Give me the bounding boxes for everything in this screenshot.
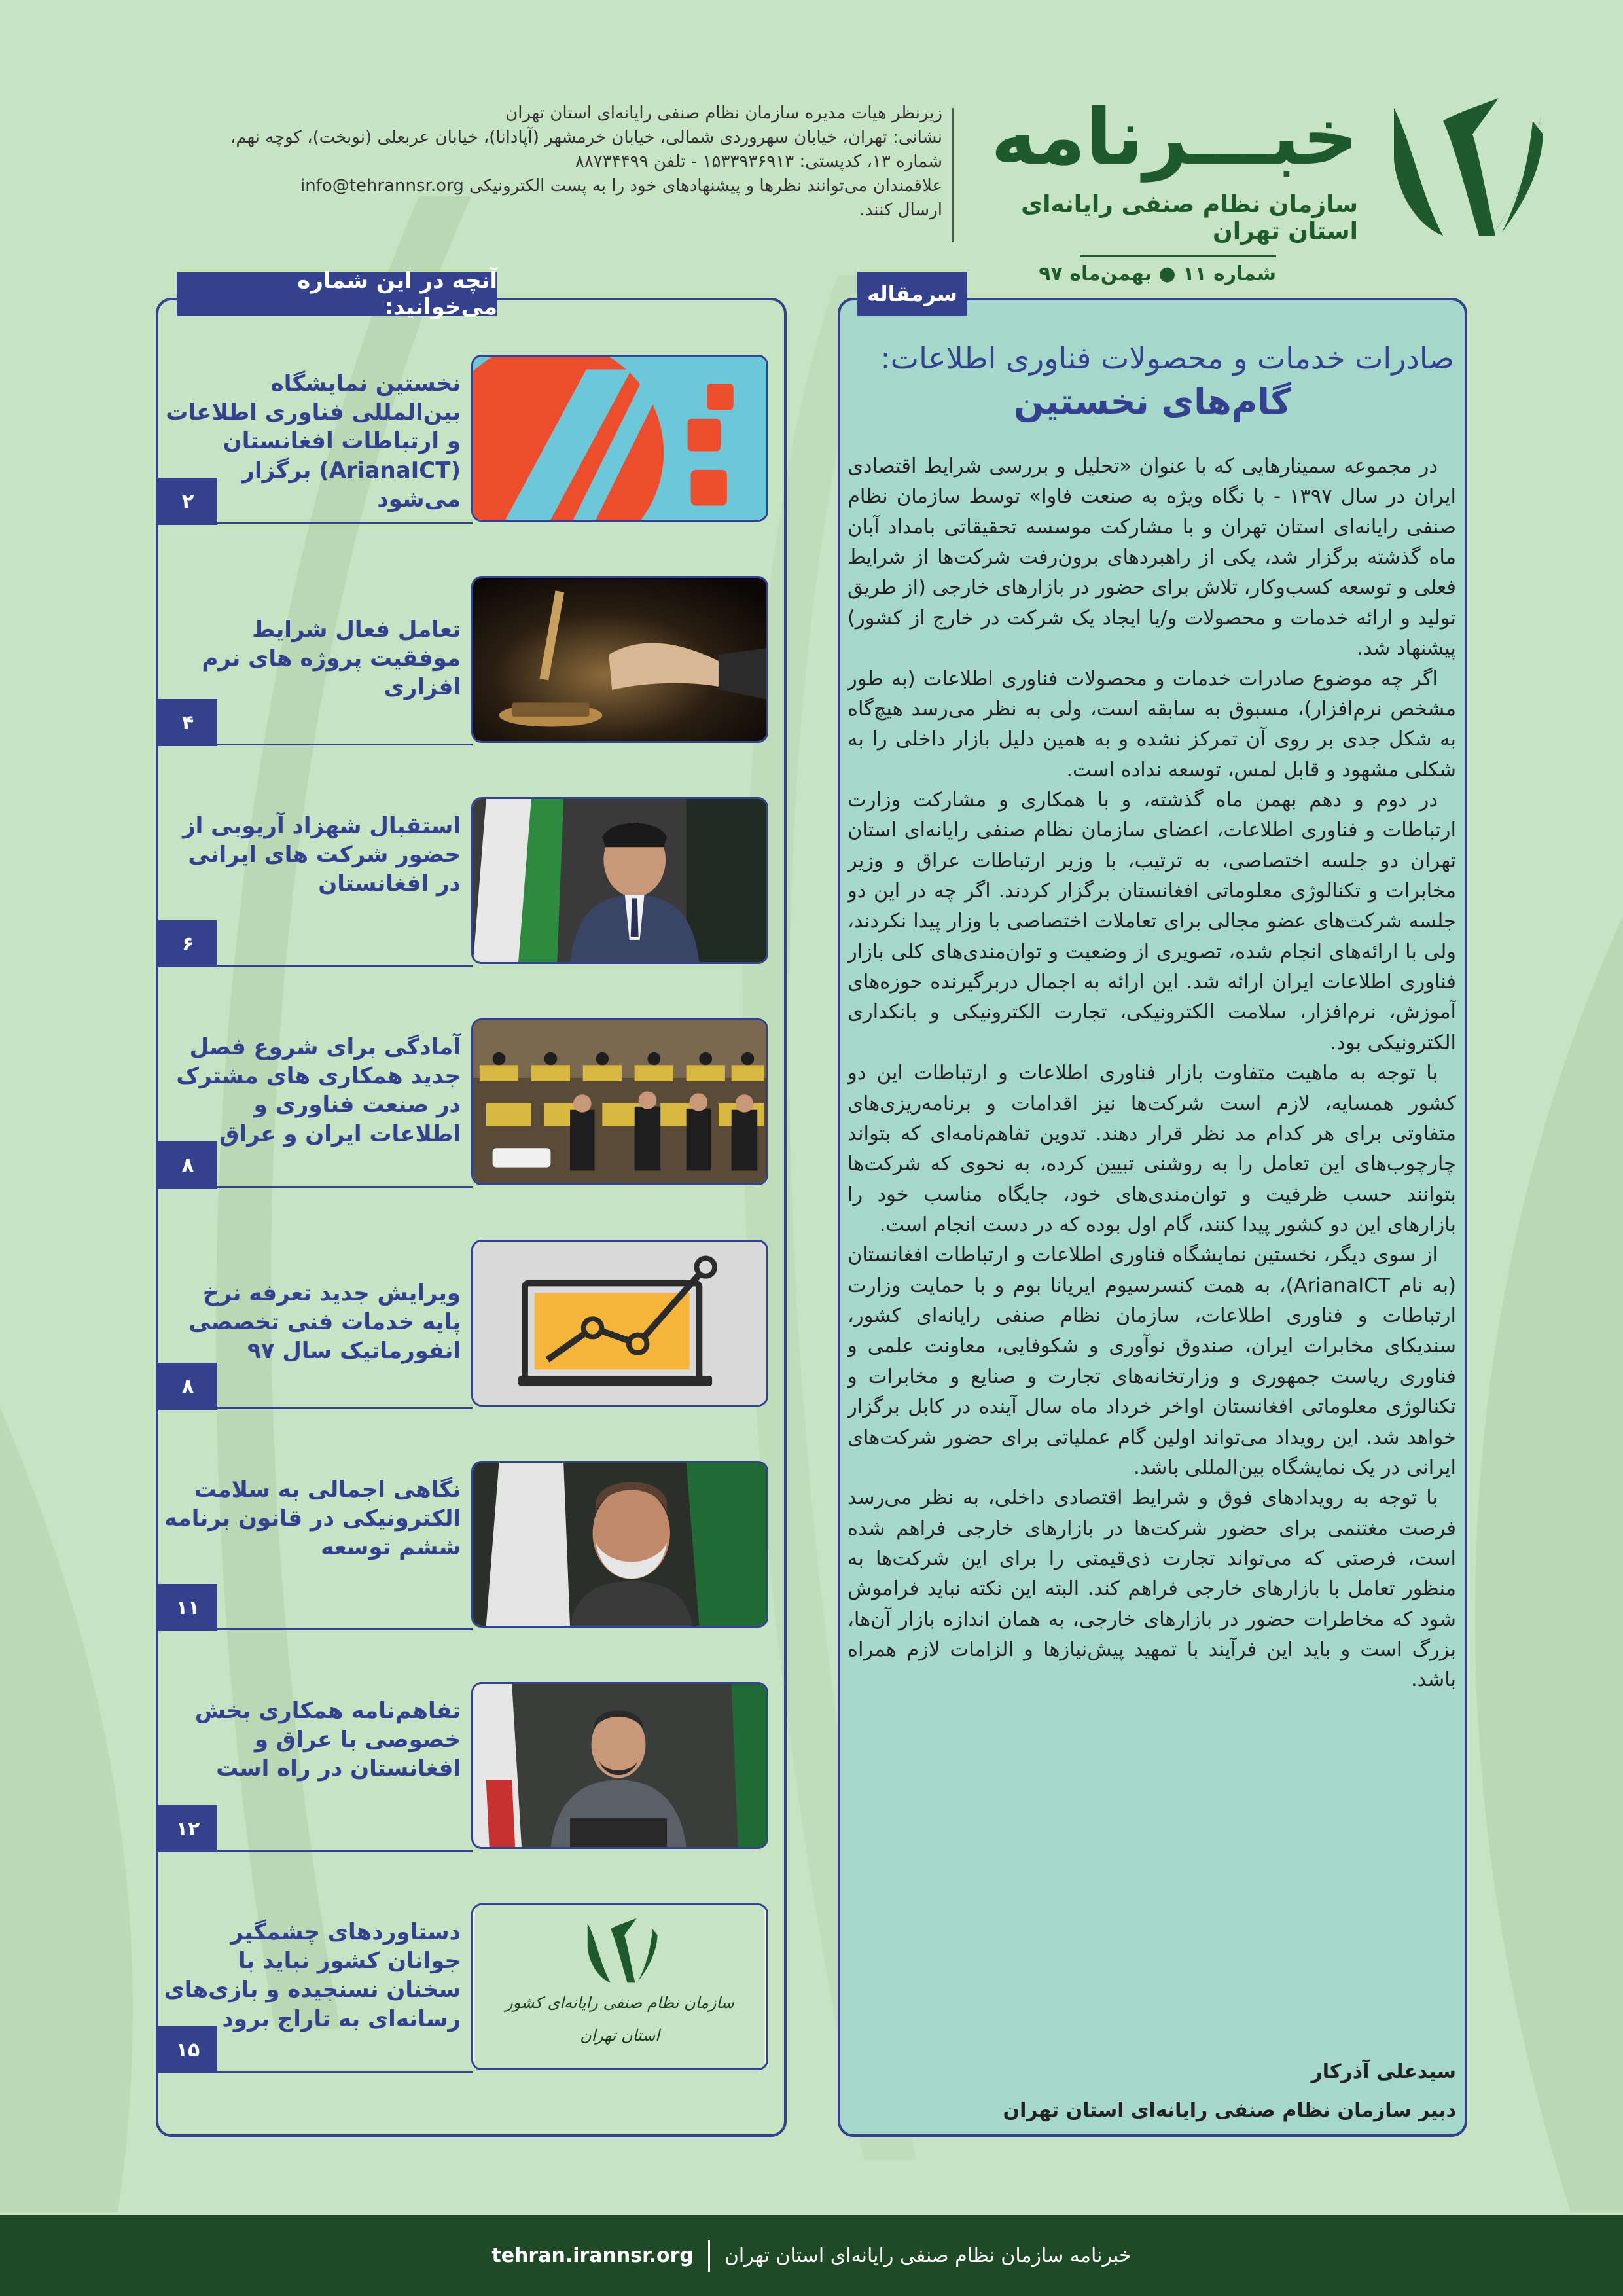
contents-headline: نخستین نمایشگاه بین‌المللی فناوری اطلاعات و ارتباطات افغانستان (ArianaICT) برگزار می‌شود	[166, 370, 461, 512]
page-number: ۱۱	[158, 1584, 217, 1631]
editorial-paragraph: با توجه به رویدادهای فوق و شرایط اقتصادی داخلی، به نظر می‌رسد فرصت مغتنمی برای حضور شرکت‌ها در بازارهای خارجی فراهم شده است، فرصتی که می‌تواند تجارت ذی‌قیمتی را برای این شرکت‌ها به منظور تعامل با بازارهای خارجی فراهم کند. البته این نکته نباید فراموش شود که مخاطرات حضور در بازارهای خارجی، به همان اندازه بازار آن‌ها، بزرگ است و باید این فرآیند با تمهید پیش‌نیازها و الزامات لازم همراه باشد.	[847, 1486, 1456, 1692]
item-underline	[217, 1628, 473, 1630]
footer-text: خبرنامه سازمان نظام صنفی رایانه‌ای استان تهران	[724, 2244, 1132, 2267]
contents-tag: آنچه در این شماره می‌خوانید:	[177, 272, 497, 316]
page-number: ۸	[158, 1363, 217, 1410]
address-line: ارسال کنند.	[859, 200, 942, 220]
page-number: ۴	[158, 699, 217, 746]
contents-headline: استقبال شهزاد آریوبی از حضور شرکت های ایرانی در افغانستان	[183, 813, 461, 897]
editorial-paragraph: اگر چه موضوع صادرات خدمات و محصولات فناوری اطلاعات (به طور مشخص نرم‌افزار)، مسبوق به سابقه است، ولی به نظر می‌رسد هیچ‌گاه به شکل جدی بر روی آن تمرکز نشده و به همین دلیل بازار داخلی را به شکلی مشهود و قابل لمس، توسعه نداده است.	[847, 667, 1456, 781]
editorial-paragraph: از سوی دیگر، نخستین نمایشگاه فناوری اطلاعات و ارتباطات افغانستان (به نام ArianaICT)، به همت کنسرسیوم ایریانا بوم و با حمایت وزارت ارتباطات و فناوری اطلاعات، سازمان نظام صنفی رایانه‌ای کشور، سندیکای مخابرات ایران، صندوق نوآوری و شکوفایی، معاونت علمی و فناوری ریاست جمهوری و وزارتخانه‌های تجارت و صنایع و مخابرات و تکنالوژی معلوماتی افغانستان اواخر خرداد ماه سال آینده در کابل برگزار خواهد شد. این رویداد می‌تواند اولین گام عملیاتی برای حضور شرکت‌های ایرانی در یک نمایشگاه بین‌المللی باشد.	[847, 1244, 1456, 1479]
editorial-paragraph: در دوم و دهم بهمن ماه گذشته، و با همکاری و مشارکت وزارت ارتباطات و فناوری اطلاعات، اعضای سازمان نظام صنفی رایانه‌ای استان تهران دو جلسه اختصاصی، به ترتیب، با وزیر ارتباطات عراق و وزیر مخابرات و تکنالوژی معلوماتی افغانستان برگزار کردند. اگر چه در این دو جلسه شرکت‌های عضو مجالی برای تعاملات اختصاصی با وزار پیدا نکردند، ولی با ارائه‌های انجام شده، تصویری از وضعیت و توان‌مندی‌های کلی بازار فناوری اطلاعات ایران ارائه شد. این ارائه به اجمال دربرگیرنده حوزه‌های آموزش، نرم‌افزار، سلامت الکترونیکی، تجارت الکترونیکی و بانکداری الکترونیکی بود.	[847, 788, 1456, 1054]
issue-number: شماره ۱۱ ● بهمن‌ماه ۹۷	[1039, 262, 1276, 285]
editorial-title	[851, 340, 1454, 422]
nsr-logo-subtext: استان تهران	[580, 2026, 660, 2045]
organization-name: سازمان نظام صنفی رایانه‌ای استان تهران	[1021, 191, 1358, 245]
contents-headline: تعامل فعال شرایط موفقیت پروژه های نرم افزاری	[202, 617, 461, 701]
issue-divider	[1080, 255, 1276, 257]
footer-website-link[interactable]: tehran.irannsr.org	[491, 2244, 694, 2267]
contents-headline: دستاوردهای چشمگیر جوانان کشور نباید با سخنان نسنجیده و بازی‌های رسانه‌ای به تاراج برود	[164, 1919, 461, 2032]
address-line: علاقمندان می‌توانند نظرها و پیشنهادهای خود را به پست الکترونیکی info@tehrannsr.org	[300, 175, 942, 196]
contents-item[interactable]	[156, 1018, 771, 1192]
contents-headline: تفاهم‌نامه همکاری بخش خصوصی با عراق و افغانستان در راه است	[194, 1698, 461, 1782]
presenter-at-lectern-image	[471, 1682, 768, 1849]
page-number: ۸	[158, 1141, 217, 1189]
editorial-paragraph: در مجموعه سمینارهایی که با عنوان «تحلیل و بررسی شرایط اقتصادی ایران در سال ۱۳۹۷ - با نگاه ویژه به صنعت فاوا» توسط سازمان نظام صنفی رایانه‌ای استان تهران و با مشارکت موسسه تحقیقاتی بامداد آبان ماه گذشته برگزار شد، یکی از راهبردهای برون‌رفت شرکت‌ها از شرایط فعلی و توسعه کسب‌وکار، تلاش برای حضور در بازارهای خارجی (از طریق تولید و ارائه خدمات و محصولات و/یا ایجاد یک شرکت در خارج از کشور) پیشنهاد شد.	[847, 455, 1456, 660]
brand-block	[991, 92, 1358, 285]
page-number: ۱۵	[158, 2026, 217, 2073]
contents-item[interactable]	[156, 1240, 771, 1413]
ariana-logo-image	[471, 355, 768, 522]
nsr-logo-text: سازمان نظام صنفی رایانه‌ای کشور	[505, 1994, 734, 2012]
contents-panel	[156, 298, 787, 2137]
item-underline	[217, 2071, 473, 2073]
author-role: دبیر سازمان نظام صنفی رایانه‌ای استان تهران	[1003, 2099, 1456, 2122]
speaker-at-podium-image	[471, 797, 768, 964]
footer-divider	[708, 2240, 710, 2272]
item-underline	[217, 1186, 473, 1188]
item-underline	[217, 965, 473, 967]
contents-item[interactable]	[156, 576, 771, 749]
editorial-tag: سرمقاله	[857, 272, 967, 316]
conference-audience-image	[471, 1018, 768, 1185]
editorial-title-line2: گام‌های نخستین	[1013, 381, 1292, 422]
contents-item[interactable]	[156, 1903, 771, 2077]
editorial-title-line1: صادرات خدمات و محصولات فناوری اطلاعات:	[880, 340, 1454, 376]
item-underline	[217, 1407, 473, 1409]
contents-item[interactable]	[156, 797, 771, 971]
address-block	[164, 101, 942, 223]
nsr-logo-image	[471, 1903, 768, 2070]
editorial-paragraph: با توجه به ماهیت متفاوت بازار فناوری اطلاعات و ارتباطات این دو کشور همسایه، لازم است شرکت‌ها نیز اقدامات و برنامه‌ریزی‌های متفاوتی برای هر کدام مد نظر قرار دهند. تدوین تفاهم‌نامه‌ای که بتواند چارچوب‌های این تعامل را به روشنی تبیین کرده، به نحوی که شرکت‌ها بتوانند حسب ظرفیت و توان‌مندی‌های خود، جایگاه مناسب خود را بازارهای این دو کشور پیدا کنند، گام اول بوده که در دست انجام است.	[847, 1062, 1456, 1236]
laptop-chart-icon	[471, 1240, 768, 1407]
page-number: ۲	[158, 478, 217, 525]
contents-headline: ویرایش جدید تعرفه نرخ پایه خدمات فنی تخصصی انفورماتیک سال ۹۷	[188, 1280, 461, 1365]
header-divider	[952, 108, 954, 242]
contents-item[interactable]	[156, 1461, 771, 1634]
page-number: ۶	[158, 920, 217, 967]
address-line: نشانی: تهران، خیابان سهروردی شمالی، خیابان خرمشهر (آپادانا)، خیابان عربعلی (نوبخت)، کوچه نهم،	[230, 127, 942, 147]
editorial-body	[847, 452, 1456, 2036]
address-line: زیرنظر هیات مدیره سازمان نظام صنفی رایانه‌ای استان تهران	[505, 103, 942, 123]
newsletter-title: خبـــرنامه	[991, 92, 1358, 182]
editorial-author	[847, 2060, 1456, 2122]
contents-item[interactable]	[156, 355, 771, 528]
contents-item[interactable]	[156, 1682, 771, 1856]
bearded-man-portrait-image	[471, 1461, 768, 1628]
gavel-handshake-image	[471, 576, 768, 743]
address-line: شماره ۱۳، کدپستی: ۱۵۳۳۹۳۶۹۱۳ - تلفن ۸۸۷۳۴۴۹۹	[575, 151, 942, 171]
item-underline	[217, 1850, 473, 1852]
contents-headline: نگاهی اجمالی به سلامت الکترونیکی در قانون برنامه ششم توسعه	[164, 1477, 461, 1561]
nsr-logo-icon	[1381, 95, 1544, 242]
footer-bar	[0, 2215, 1623, 2296]
item-underline	[217, 522, 473, 524]
author-name: سیدعلی آذرکار	[1311, 2060, 1456, 2083]
contents-headline: آمادگی برای شروع فصل جدید همکاری های مشترک در صنعت فناوری و اطلاعات ایران و عراق	[176, 1034, 461, 1147]
page-number: ۱۲	[158, 1805, 217, 1852]
item-underline	[217, 744, 473, 745]
